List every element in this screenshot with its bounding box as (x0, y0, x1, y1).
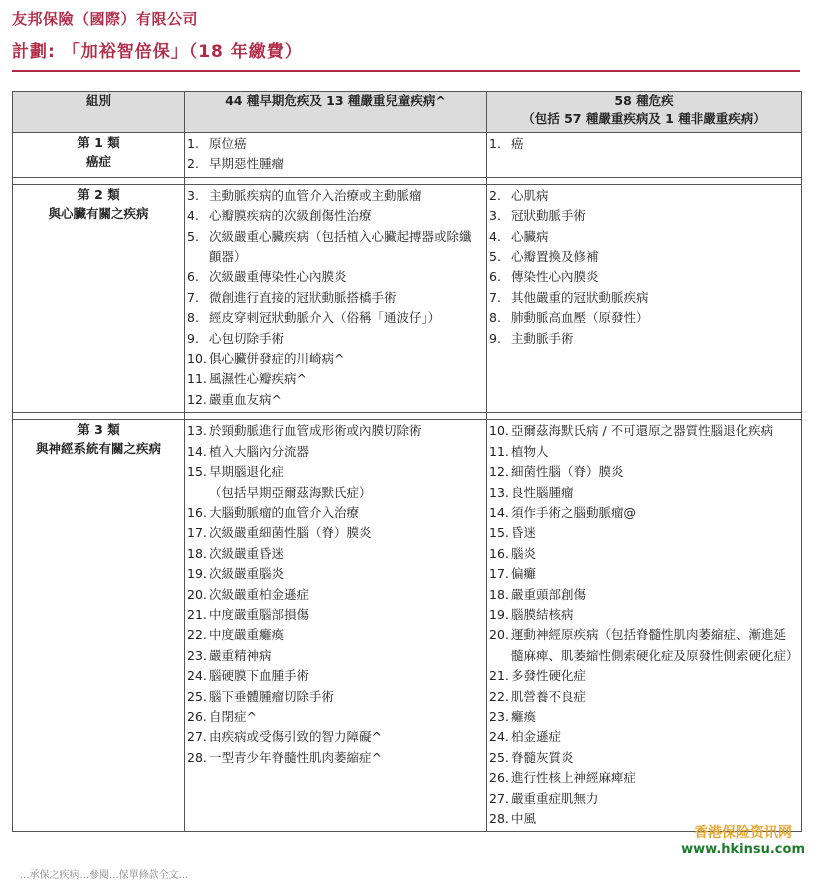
item-text: 早期惡性腫瘤 (209, 156, 285, 172)
critical-illness-cell (487, 420, 802, 832)
item-text: 微創進行直接的冠狀動脈搭橋手術 (209, 289, 397, 305)
list-item (187, 585, 482, 605)
item-text: 冠狀動脈手術 (511, 208, 587, 224)
group-name: 與神經系統有關之疾病 (35, 441, 161, 457)
critical-illness-cell (487, 184, 802, 412)
illness-list (185, 185, 486, 412)
item-text: 由疾病或受傷引致的智力障礙^ (209, 729, 382, 745)
list-item (187, 369, 482, 389)
item-number: 8. (489, 310, 501, 326)
item-number: 7. (489, 289, 501, 305)
item-text: 嚴重精神病 (209, 647, 272, 663)
item-text: 進行性核上神經麻痺症 (511, 770, 637, 786)
item-number: 19. (187, 566, 207, 582)
item-number: 26. (489, 770, 509, 786)
item-number: 1. (489, 136, 501, 151)
list-item (187, 707, 482, 727)
group-number: 第 2 類 (77, 186, 120, 202)
header-group: 組別 (13, 92, 185, 133)
item-text: 偏癱 (511, 566, 537, 582)
item-number: 23. (489, 708, 509, 724)
list-item (489, 789, 797, 809)
item-text: 心包切除手術 (209, 330, 285, 346)
item-text: 俱心臟併發症的川崎病^ (209, 351, 345, 367)
item-text: （包括早期亞爾茲海默氏症） (209, 484, 372, 500)
item-number: 13. (187, 423, 207, 439)
item-number: 9. (187, 330, 199, 346)
item-number: 22. (489, 688, 509, 704)
item-number: 4. (489, 228, 501, 244)
item-number: 12. (489, 464, 509, 480)
list-item (489, 186, 797, 206)
item-number: 16. (489, 545, 509, 561)
item-text: 中風 (511, 811, 537, 826)
item-text: 主動脈疾病的血管介入治療或主動脈瘤 (209, 187, 422, 203)
item-number: 4. (187, 208, 199, 224)
list-item (489, 134, 797, 154)
list-item (489, 288, 797, 308)
item-text: 嚴重重症肌無力 (511, 790, 599, 806)
list-item (187, 646, 482, 666)
item-text: 自閉症^ (209, 708, 257, 724)
item-number: 6. (489, 269, 501, 285)
item-number: 20. (489, 627, 509, 643)
item-number: 16. (187, 504, 207, 520)
item-text: 風濕性心瓣疾病^ (209, 371, 307, 387)
item-text: 心瓣置換及修補 (511, 249, 599, 265)
item-text: 腦炎 (511, 545, 537, 561)
company-name: 友邦保險（國際）有限公司 (12, 10, 199, 28)
table-header-row (13, 92, 802, 133)
illness-list (185, 133, 486, 177)
item-number: 5. (187, 228, 199, 244)
list-item (187, 206, 482, 226)
item-text: 於頸動脈進行血管成形術或內膜切除術 (209, 423, 422, 439)
item-text: 須作手術之腦動脈瘤@ (511, 504, 637, 520)
item-number: 20. (187, 586, 207, 602)
item-text: 腦膜結核病 (511, 606, 574, 622)
item-number: 25. (489, 749, 509, 765)
item-number: 11. (187, 371, 207, 387)
early-illness-cell (185, 184, 487, 412)
item-text: 腦下垂體腫瘤切除手術 (209, 688, 335, 704)
table-row (13, 184, 802, 412)
list-item (187, 134, 482, 154)
item-number: 5. (489, 249, 501, 265)
list-item (489, 748, 797, 768)
item-text: 腦硬膜下血腫手術 (209, 668, 310, 684)
item-text: 多發性硬化症 (511, 668, 587, 684)
spacer-cell (487, 177, 802, 184)
list-item (187, 748, 482, 768)
item-number: 10. (489, 423, 509, 439)
list-item (187, 442, 482, 462)
item-number: 22. (187, 627, 207, 643)
item-text: 嚴重血友病^ (209, 391, 282, 407)
list-item (489, 247, 797, 267)
list-item (187, 421, 482, 441)
item-text: 肌營養不良症 (511, 688, 587, 704)
item-number: 13. (489, 484, 509, 500)
item-number: 24. (187, 668, 207, 684)
item-number: 17. (489, 566, 509, 582)
list-item (187, 267, 482, 287)
item-text: 癌 (511, 136, 524, 151)
header-critical-illness (487, 92, 802, 133)
list-item (489, 442, 797, 462)
list-item (489, 206, 797, 226)
list-item (187, 605, 482, 625)
item-text: 心肌病 (511, 187, 549, 203)
item-text: 次級嚴重細菌性腦（脊）膜炎 (209, 525, 372, 541)
item-text: 昏迷 (511, 525, 537, 541)
item-text: 一型青少年脊髓性肌肉萎縮症^ (209, 749, 382, 765)
item-text: 次級嚴重柏金遜症 (209, 586, 310, 602)
item-number: 28. (489, 811, 509, 826)
list-item (489, 585, 797, 605)
table-row (13, 133, 802, 178)
item-number: 21. (489, 668, 509, 684)
spacer-cell (185, 413, 487, 420)
list-item (489, 544, 797, 564)
item-number: 2. (187, 156, 199, 172)
list-item (489, 605, 797, 625)
list-item (489, 625, 797, 666)
list-item (187, 503, 482, 523)
list-item (187, 483, 482, 503)
item-number: 27. (187, 729, 207, 745)
item-number: 10. (187, 351, 207, 367)
item-number: 21. (187, 606, 207, 622)
spacer-cell (13, 177, 185, 184)
coverage-table (12, 91, 802, 832)
spacer-row (13, 413, 802, 420)
group-number: 第 3 類 (77, 422, 120, 438)
item-number: 3. (489, 208, 501, 224)
item-number: 24. (489, 729, 509, 745)
item-text: 嚴重頭部創傷 (511, 586, 587, 602)
item-text: 中度嚴重癱瘓 (209, 627, 285, 643)
spacer-cell (185, 177, 487, 184)
item-number: 15. (187, 464, 207, 480)
list-item (187, 329, 482, 349)
item-number: 19. (489, 606, 509, 622)
item-text: 癱瘓 (511, 708, 537, 724)
list-item (489, 267, 797, 287)
spacer-row (13, 177, 802, 184)
group-label-cell (13, 420, 185, 832)
list-item (187, 523, 482, 543)
item-text: 脊髓灰質炎 (511, 749, 574, 765)
illness-list (487, 185, 801, 351)
item-text: 植物人 (511, 443, 549, 459)
item-text: 亞爾茲海默氏病 / 不可還原之器質性腦退化疾病 (511, 423, 774, 439)
list-item (187, 544, 482, 564)
list-item (489, 707, 797, 727)
item-number: 25. (187, 688, 207, 704)
item-text: 早期腦退化症 (209, 464, 285, 480)
item-number: 27. (489, 790, 509, 806)
list-item (187, 288, 482, 308)
item-number: 8. (187, 310, 199, 326)
item-text: 次級嚴重昏迷 (209, 545, 285, 561)
item-number: 1. (187, 136, 199, 151)
item-text: 次級嚴重腦炎 (209, 566, 285, 582)
item-text: 植入大腦內分流器 (209, 443, 310, 459)
illness-list (185, 420, 486, 770)
watermark-url: www.hkinsu.com (681, 842, 805, 857)
list-item (187, 308, 482, 328)
list-item (187, 625, 482, 645)
list-item (489, 227, 797, 247)
item-number: 18. (187, 545, 207, 561)
item-text: 柏金遜症 (511, 729, 562, 745)
group-label-cell (13, 184, 185, 412)
list-item (187, 186, 482, 206)
item-number: 9. (489, 330, 501, 346)
item-text: 心臟病 (511, 228, 549, 244)
list-item (187, 227, 482, 268)
list-item (489, 421, 797, 441)
list-item (489, 727, 797, 747)
list-item (489, 523, 797, 543)
illness-list (487, 133, 801, 156)
title-divider (12, 70, 800, 72)
list-item (187, 666, 482, 686)
header-early-illness: 44 種早期危疾及 13 種嚴重兒童疾病^ (185, 92, 487, 133)
group-label-cell (13, 133, 185, 178)
item-number: 12. (187, 391, 207, 407)
watermark (681, 822, 805, 857)
item-text: 傳染性心內膜炎 (511, 269, 599, 285)
item-number: 17. (187, 525, 207, 541)
illness-list (487, 420, 801, 831)
item-number: 14. (489, 504, 509, 520)
item-text: 良性腦腫瘤 (511, 484, 574, 500)
item-text: 細菌性腦（脊）膜炎 (511, 464, 624, 480)
item-text: 主動脈手術 (511, 330, 574, 346)
item-text: 經皮穿刺冠狀動脈介入（俗稱「通波仔」） (209, 310, 441, 326)
list-item (187, 727, 482, 747)
group-number: 第 1 類 (77, 135, 120, 150)
table-row (13, 420, 802, 832)
item-number: 23. (187, 647, 207, 663)
list-item (187, 390, 482, 410)
list-item (489, 483, 797, 503)
list-item (489, 329, 797, 349)
early-illness-cell (185, 133, 487, 178)
item-text: 次級嚴重心臟疾病（包括植入心臟起搏器或除纖顫器） (209, 228, 472, 265)
list-item (187, 687, 482, 707)
item-text: 次級嚴重傳染性心內膜炎 (209, 269, 347, 285)
list-item (187, 564, 482, 584)
item-number: 2. (489, 187, 501, 203)
item-text: 原位癌 (209, 136, 247, 151)
item-text: 中度嚴重腦部損傷 (209, 606, 310, 622)
plan-title: 計劃: 「加裕智倍保」（18 年繳費） (12, 42, 303, 62)
group-name: 與心臟有關之疾病 (48, 205, 149, 221)
spacer-cell (13, 413, 185, 420)
footer-note: ...承保之疾病...參閱...保單條款全文... (20, 870, 189, 881)
list-item (489, 503, 797, 523)
watermark-site-name: 香港保险资讯网 (694, 825, 793, 841)
item-number: 3. (187, 187, 199, 203)
item-text: 心瓣膜疾病的次級創傷性治療 (209, 208, 372, 224)
critical-illness-cell (487, 133, 802, 178)
header-critical-illness-subtitle: （包括 57 種嚴重疾病及 1 種非嚴重疾病） (522, 111, 766, 126)
list-item (489, 666, 797, 686)
list-item (489, 687, 797, 707)
item-text: 其他嚴重的冠狀動脈疾病 (511, 289, 649, 305)
spacer-cell (487, 413, 802, 420)
item-number (187, 483, 209, 503)
list-item (489, 564, 797, 584)
list-item (489, 462, 797, 482)
item-text: 運動神經原疾病（包括脊髓性肌肉萎縮症、漸進延髓麻痺、肌萎縮性側索硬化症及原發性側索硬化症） (511, 627, 799, 663)
list-item (187, 349, 482, 369)
list-item (489, 768, 797, 788)
item-number: 6. (187, 269, 199, 285)
item-number: 15. (489, 525, 509, 541)
item-number: 26. (187, 708, 207, 724)
early-illness-cell (185, 420, 487, 832)
item-number: 28. (187, 749, 207, 765)
item-text: 大腦動脈瘤的血管介入治療 (209, 504, 360, 520)
list-item (489, 308, 797, 328)
item-number: 18. (489, 586, 509, 602)
group-name: 癌症 (85, 154, 111, 169)
header-critical-illness-title: 58 種危疾 (614, 93, 674, 108)
list-item (187, 462, 482, 482)
list-item (187, 154, 482, 174)
item-number: 7. (187, 289, 199, 305)
item-number: 11. (489, 443, 509, 459)
item-text: 肺動脈高血壓（原發性） (511, 310, 649, 326)
item-number: 14. (187, 443, 207, 459)
